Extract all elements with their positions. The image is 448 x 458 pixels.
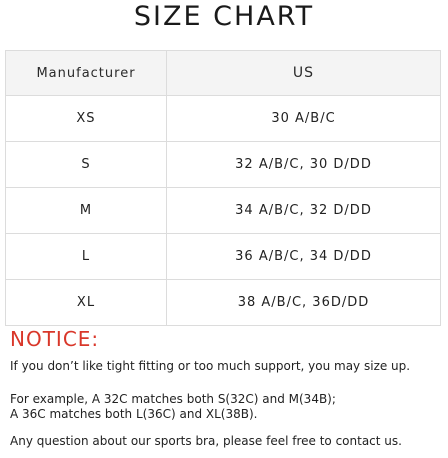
notice-example-line-1: For example, A 32C matches both S(32C) and M(34B);	[10, 392, 336, 406]
table-row	[6, 188, 441, 234]
notice-heading: NOTICE:	[10, 327, 100, 351]
table-row	[6, 142, 441, 188]
size-cell: M	[6, 188, 167, 234]
us-size-cell: 38 A/B/C, 36D/DD	[167, 280, 441, 326]
us-size-cell: 32 A/B/C, 30 D/DD	[167, 142, 441, 188]
notice-size-up-text: If you don’t like tight fitting or too much support, you may size up.	[10, 359, 411, 373]
size-cell: XL	[6, 280, 167, 326]
table-row	[6, 234, 441, 280]
table-header-row	[6, 51, 441, 96]
notice-example-line-2: A 36C matches both L(36C) and XL(38B).	[10, 407, 258, 421]
table-row	[6, 280, 441, 326]
size-chart-table	[5, 50, 441, 326]
notice-contact-text: Any question about our sports bra, please feel free to contact us.	[10, 434, 402, 448]
size-cell: S	[6, 142, 167, 188]
us-size-cell: 36 A/B/C, 34 D/DD	[167, 234, 441, 280]
size-cell: L	[6, 234, 167, 280]
column-header-manufacturer: Manufacturer	[6, 51, 167, 96]
us-size-cell: 34 A/B/C, 32 D/DD	[167, 188, 441, 234]
table-row	[6, 96, 441, 142]
us-size-cell: 30 A/B/C	[167, 96, 441, 142]
column-header-us: US	[167, 51, 441, 96]
page-title: SIZE CHART	[133, 1, 315, 32]
size-cell: XS	[6, 96, 167, 142]
